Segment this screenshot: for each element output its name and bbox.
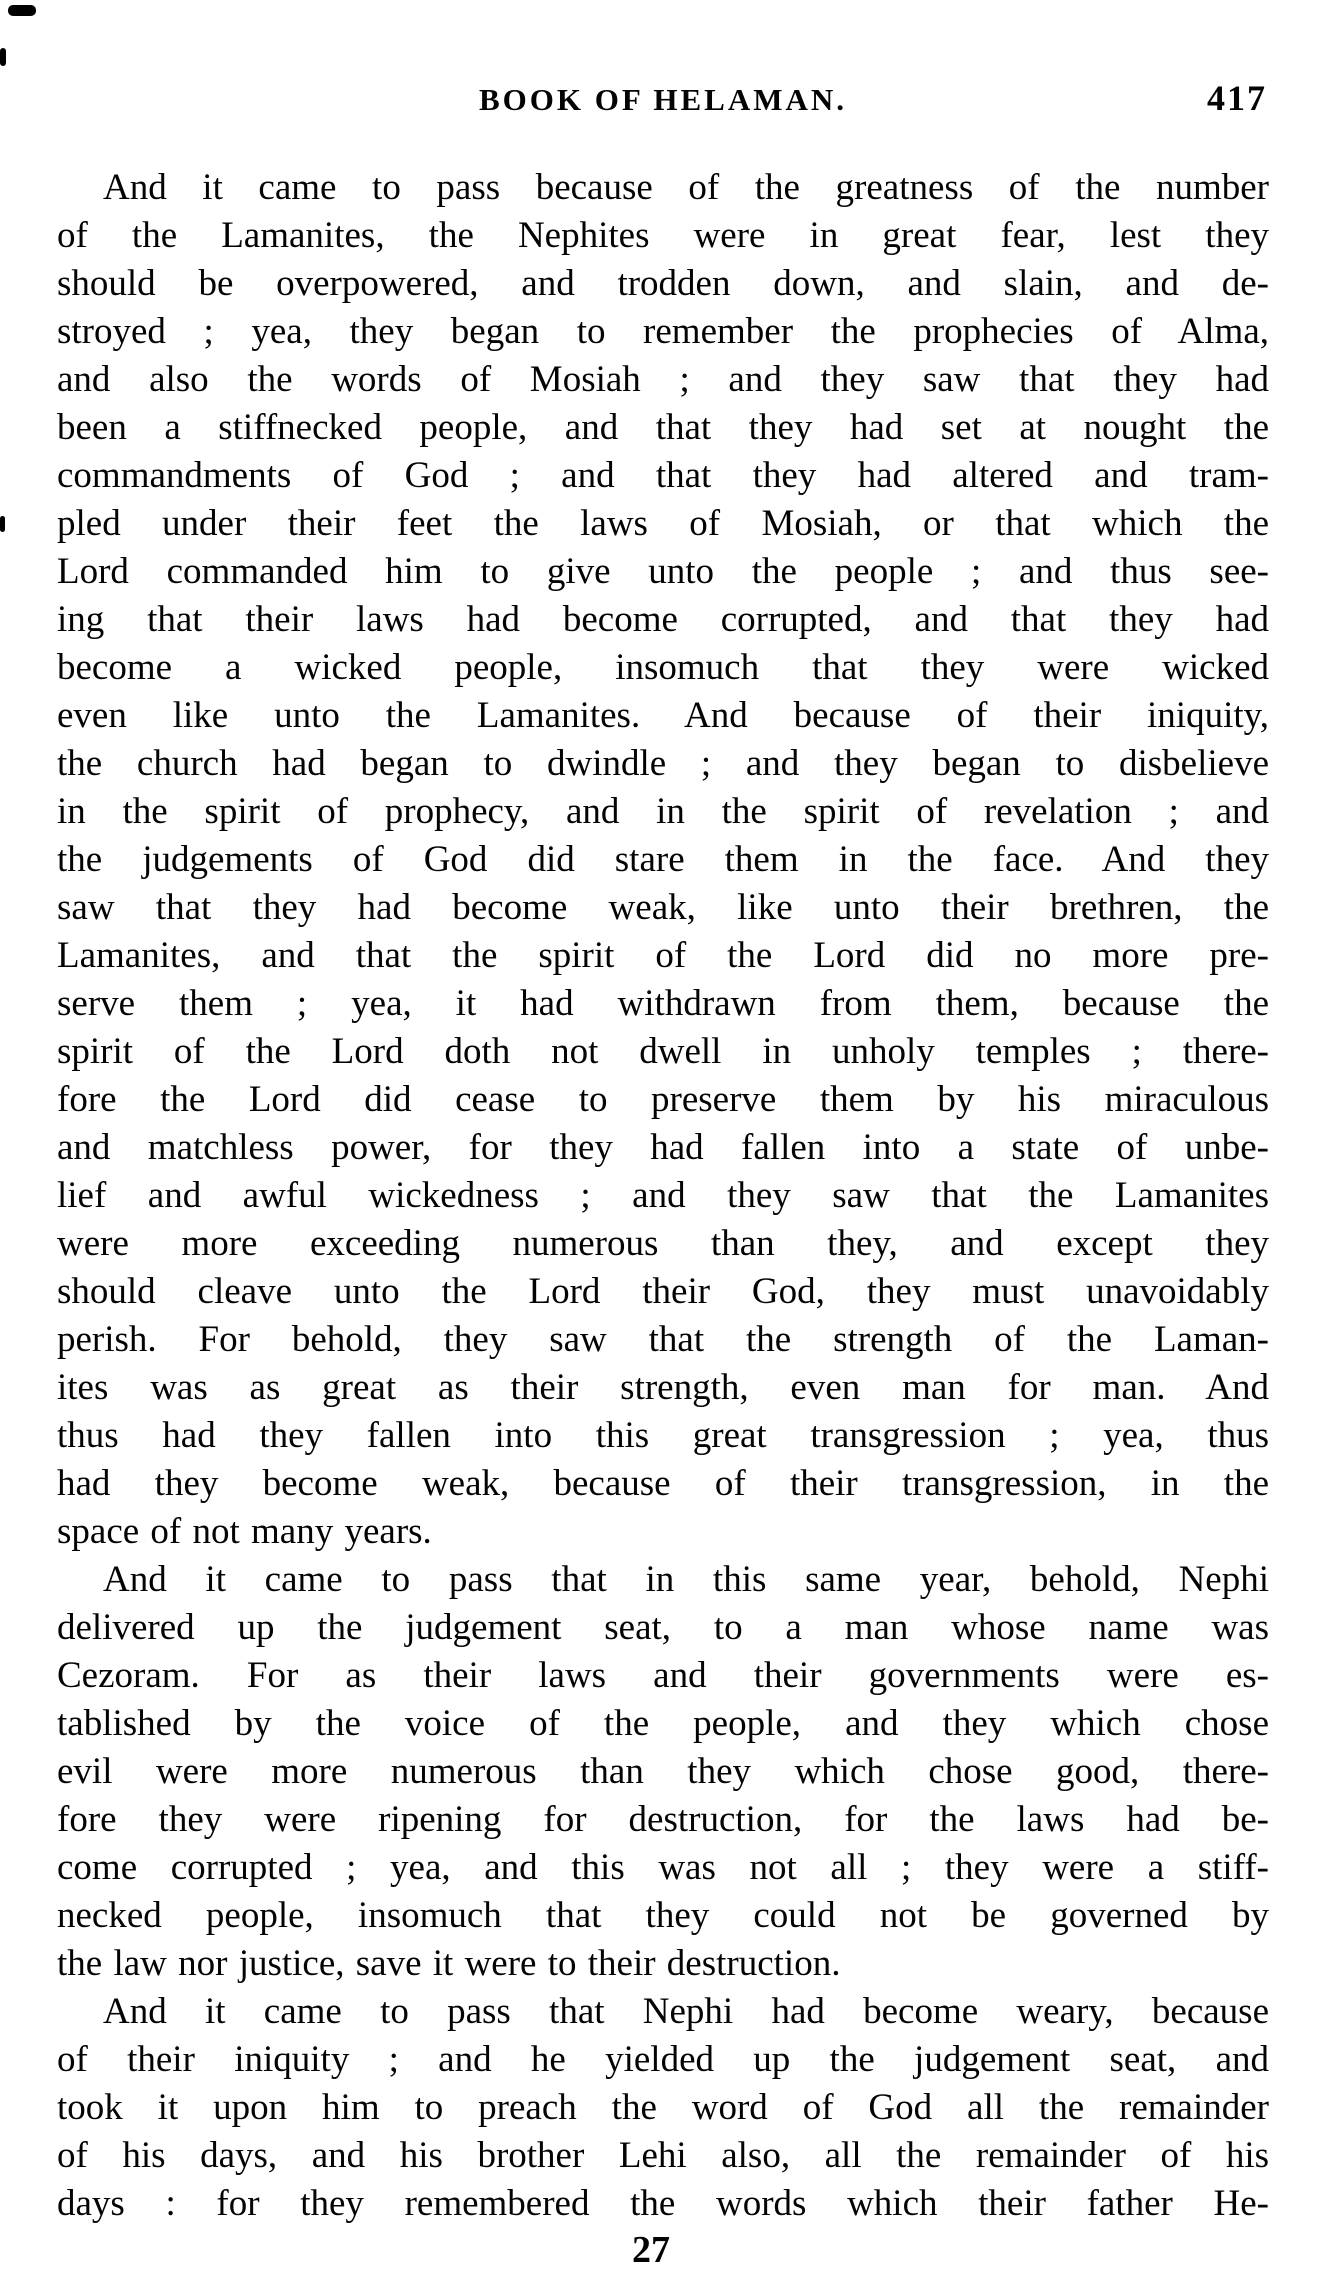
text-line: And it came to pass that Nephi had become weary, because [103, 1991, 1269, 2032]
text-line: even like unto the Lamanites. And because of their iniquity, [57, 695, 1269, 736]
scan-artifact [0, 48, 6, 66]
text-line: of his days, and his brother Lehi also, all the remainder of his [57, 2135, 1269, 2176]
text-line: and matchless power, for they had fallen into a state of unbe- [57, 1127, 1269, 1168]
text-line: of their iniquity ; and he yielded up the judgement seat, and [57, 2039, 1269, 2080]
text-line: evil were more numerous than they which chose good, there- [57, 1751, 1269, 1792]
text-line: been a stiffnecked people, and that they had set at nought the [57, 407, 1269, 448]
paragraph [57, 1988, 1269, 2228]
text-line: should be overpowered, and trodden down, and slain, and de- [57, 263, 1269, 304]
text-line: stroyed ; yea, they began to remember the prophecies of Alma, [57, 311, 1269, 352]
text-line: fore the Lord did cease to preserve them by his miraculous [57, 1079, 1269, 1120]
text-line: And it came to pass because of the greatness of the number [103, 167, 1269, 208]
scan-artifact [0, 516, 5, 532]
text-line: saw that they had become weak, like unto their brethren, the [57, 887, 1269, 928]
text-line: days : for they remembered the words which their father He- [57, 2183, 1269, 2224]
text-line: of the Lamanites, the Nephites were in great fear, lest they [57, 215, 1269, 256]
text-line: become a wicked people, insomuch that they were wicked [57, 647, 1269, 688]
running-header-title: BOOK OF HELAMAN. [478, 82, 848, 117]
text-line: fore they were ripening for destruction, for the laws had be- [57, 1799, 1269, 1840]
text-line: the law nor justice, save it were to their destruction. [57, 1943, 841, 1984]
text-line: space of not many years. [57, 1511, 432, 1552]
paragraph [57, 1556, 1269, 1988]
text-line: and also the words of Mosiah ; and they saw that they had [57, 359, 1269, 400]
paragraph [57, 164, 1269, 1556]
text-line: thus had they fallen into this great transgression ; yea, thus [57, 1415, 1269, 1456]
text-line: Lord commanded him to give unto the people ; and thus see- [57, 551, 1269, 592]
text-line: perish. For behold, they saw that the strength of the Laman- [57, 1319, 1269, 1360]
scan-artifact [8, 5, 36, 16]
text-line: were more exceeding numerous than they, and except they [57, 1223, 1269, 1264]
text-line: serve them ; yea, it had withdrawn from them, because the [57, 983, 1269, 1024]
text-line: necked people, insomuch that they could not be governed by [57, 1895, 1269, 1936]
text-line: commandments of God ; and that they had altered and tram- [57, 455, 1269, 496]
page-text [57, 164, 1269, 2228]
text-line: pled under their feet the laws of Mosiah, or that which the [57, 503, 1269, 544]
text-line: took it upon him to preach the word of God all the remainder [57, 2087, 1269, 2128]
text-line: should cleave unto the Lord their God, they must unavoidably [57, 1271, 1269, 1312]
text-line: Lamanites, and that the spirit of the Lord did no more pre- [57, 935, 1269, 976]
text-line: ites was as great as their strength, even man for man. And [57, 1367, 1269, 1408]
signature-number: 27 [632, 2229, 670, 2271]
text-line: ing that their laws had become corrupted, and that they had [57, 599, 1269, 640]
text-line: lief and awful wickedness ; and they saw that the Lamanites [57, 1175, 1269, 1216]
page-number: 417 [1207, 78, 1267, 118]
text-line: delivered up the judgement seat, to a man whose name was [57, 1607, 1269, 1648]
text-line: had they become weak, because of their transgression, in the [57, 1463, 1269, 1504]
text-line: the church had began to dwindle ; and they began to disbelieve [57, 743, 1269, 784]
text-line: And it came to pass that in this same year, behold, Nephi [103, 1559, 1269, 1600]
running-header [57, 80, 1269, 120]
text-line: come corrupted ; yea, and this was not all ; they were a stiff- [57, 1847, 1269, 1888]
text-line: in the spirit of prophecy, and in the spirit of revelation ; and [57, 791, 1269, 832]
text-line: the judgements of God did stare them in the face. And they [57, 839, 1269, 880]
text-line: spirit of the Lord doth not dwell in unholy temples ; there- [57, 1031, 1269, 1072]
text-line: Cezoram. For as their laws and their governments were es- [57, 1655, 1269, 1696]
text-line: tablished by the voice of the people, and they which chose [57, 1703, 1269, 1744]
